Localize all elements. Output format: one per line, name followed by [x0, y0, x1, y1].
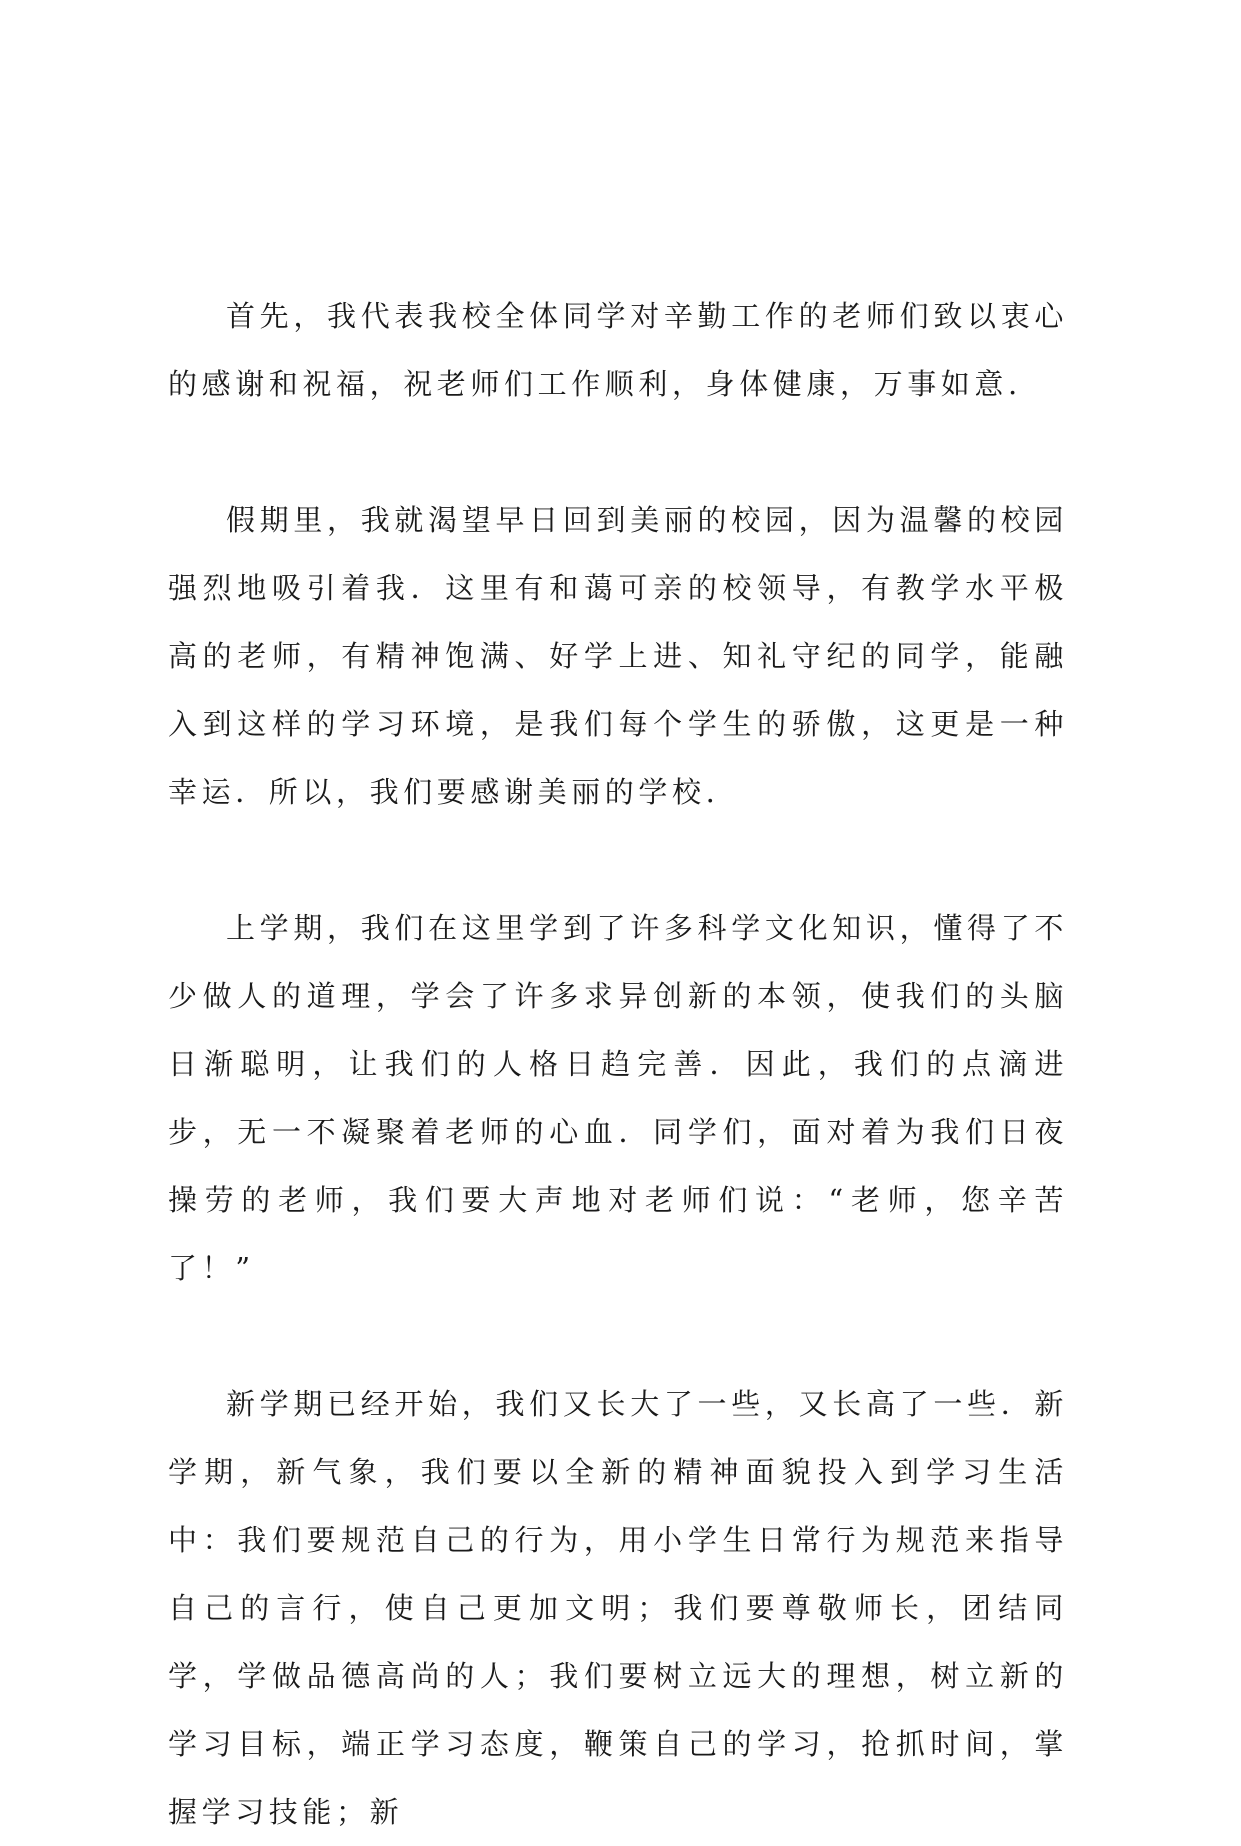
paragraph-4: 新学期已经开始，我们又长大了一些，又长高了一些．新学期，新气象，我们要以全新的精神面貌投入到学习生活中：我们要规范自己的行为，用小学生日常行为规范来指导自己的言行，使自己更加文明；我们要尊敬师长，团结同学，学做品德高尚的人；我们要树立远大的理想，树立新的学习目标，端正学习态度，鞭策自己的学习，抢抓时间，掌握学习技能；新 — [168, 1387, 1068, 1829]
paragraph-2: 假期里，我就渴望早日回到美丽的校园，因为温馨的校园强烈地吸引着我．这里有和蔼可亲的校领导，有教学水平极高的老师，有精神饱满、好学上进、知礼守纪的同学，能融入到这样的学习环境，是我们每个学生的骄傲，这更是一种幸运．所以，我们要感谢美丽的学校. — [168, 503, 1068, 809]
paragraph-1: 首先，我代表我校全体同学对辛勤工作的老师们致以衷心的感谢和祝福，祝老师们工作顺利，身体健康，万事如意. — [168, 299, 1068, 401]
document-body — [168, 282, 1068, 1846]
paragraph-3: 上学期，我们在这里学到了许多科学文化知识，懂得了不少做人的道理，学会了许多求异创新的本领，使我们的头脑日渐聪明，让我们的人格日趋完善．因此，我们的点滴进步，无一不凝聚着老师的心血．同学们，面对着为我们日夜操劳的老师，我们要大声地对老师们说：“老师，您辛苦了！” — [168, 911, 1068, 1285]
